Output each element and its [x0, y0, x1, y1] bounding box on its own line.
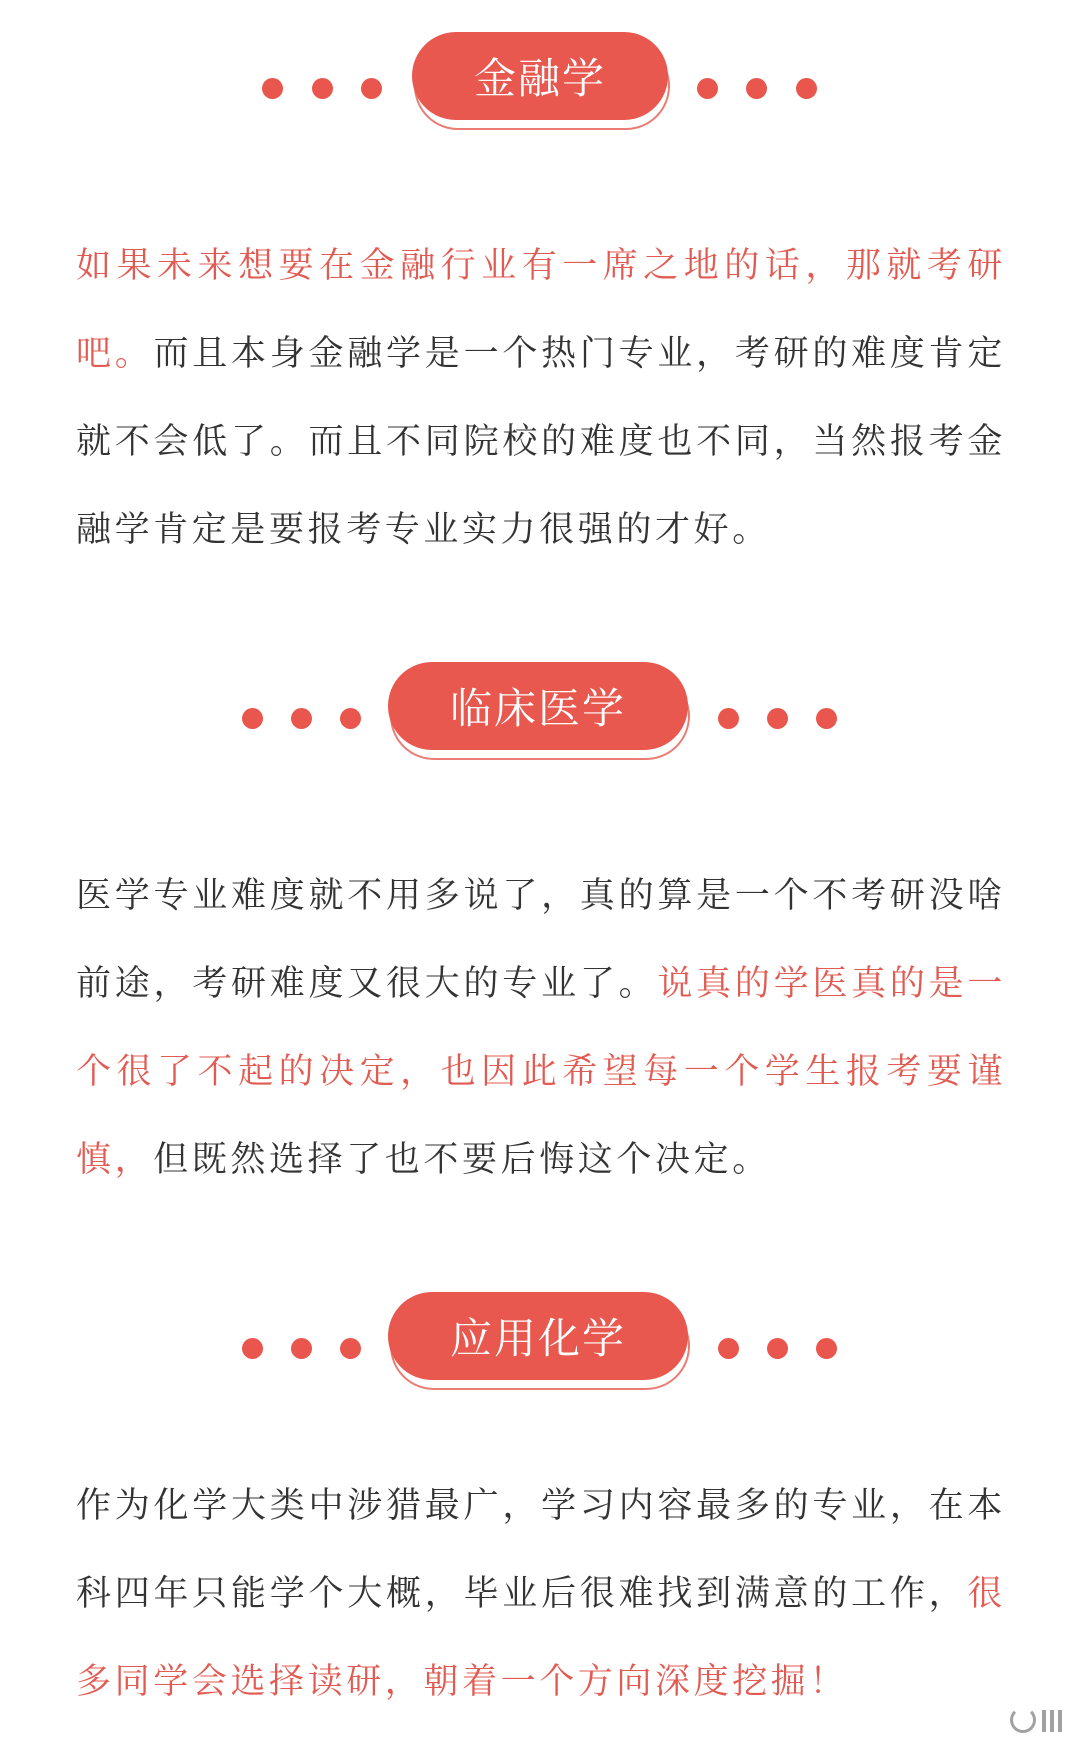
- decorative-dot-icon: [242, 708, 263, 729]
- decorative-dot-icon: [291, 1338, 312, 1359]
- decorative-dot-icon: [340, 1338, 361, 1359]
- watermark-logo-icon: [1010, 1707, 1036, 1733]
- decorative-dot-icon: [340, 708, 361, 729]
- decorative-dot-icon: [361, 78, 382, 99]
- decorative-dot-icon: [697, 78, 718, 99]
- highlighted-text: 说真的学医真的是一个很了不起的决定，也因此希望每一个学生报考要谨慎，: [76, 964, 1006, 1180]
- section-title-medicine: 临床医学: [388, 662, 688, 750]
- decorative-dot-icon: [816, 1338, 837, 1359]
- decorative-dot-icon: [718, 708, 739, 729]
- body-text: 医学专业难度就不用多说了，真的算是一个不考研没啥前途，考研难度又很大的专业了。: [76, 876, 1006, 1004]
- section-title-finance: 金融学: [412, 32, 668, 120]
- decorative-dot-icon: [746, 78, 767, 99]
- decorative-dot-icon: [767, 1338, 788, 1359]
- watermark-bars-icon: [1042, 1708, 1062, 1732]
- section-title-chemistry: 应用化学: [388, 1292, 688, 1380]
- decorative-dot-icon: [796, 78, 817, 99]
- highlighted-text: 如果未来想要在金融行业有一席之地的话，那就考研吧。: [76, 246, 1006, 374]
- section-paragraph-finance: [76, 222, 1006, 574]
- section-header-medicine: [0, 658, 1080, 778]
- watermark: [1010, 1700, 1062, 1740]
- decorative-dot-icon: [816, 708, 837, 729]
- decorative-dot-icon: [262, 78, 283, 99]
- decorative-dot-icon: [718, 1338, 739, 1359]
- body-text: 但既然选择了也不要后悔这个决定。: [153, 1140, 771, 1180]
- section-header-finance: [0, 28, 1080, 148]
- decorative-dot-icon: [312, 78, 333, 99]
- decorative-dot-icon: [767, 708, 788, 729]
- section-header-chemistry: [0, 1288, 1080, 1408]
- body-text: 而且本身金融学是一个热门专业，考研的难度肯定就不会低了。而且不同院校的难度也不同，当然报考金融学肯定是要报考专业实力很强的才好。: [76, 334, 1006, 550]
- section-paragraph-chemistry: [76, 1462, 1006, 1726]
- decorative-dot-icon: [242, 1338, 263, 1359]
- highlighted-text: 很多同学会选择读研，朝着一个方向深度挖掘！: [76, 1574, 1006, 1702]
- section-paragraph-medicine: [76, 852, 1006, 1204]
- decorative-dot-icon: [291, 708, 312, 729]
- body-text: 作为化学大类中涉猎最广，学习内容最多的专业，在本科四年只能学个大概，毕业后很难找到满意的工作，: [76, 1486, 1006, 1614]
